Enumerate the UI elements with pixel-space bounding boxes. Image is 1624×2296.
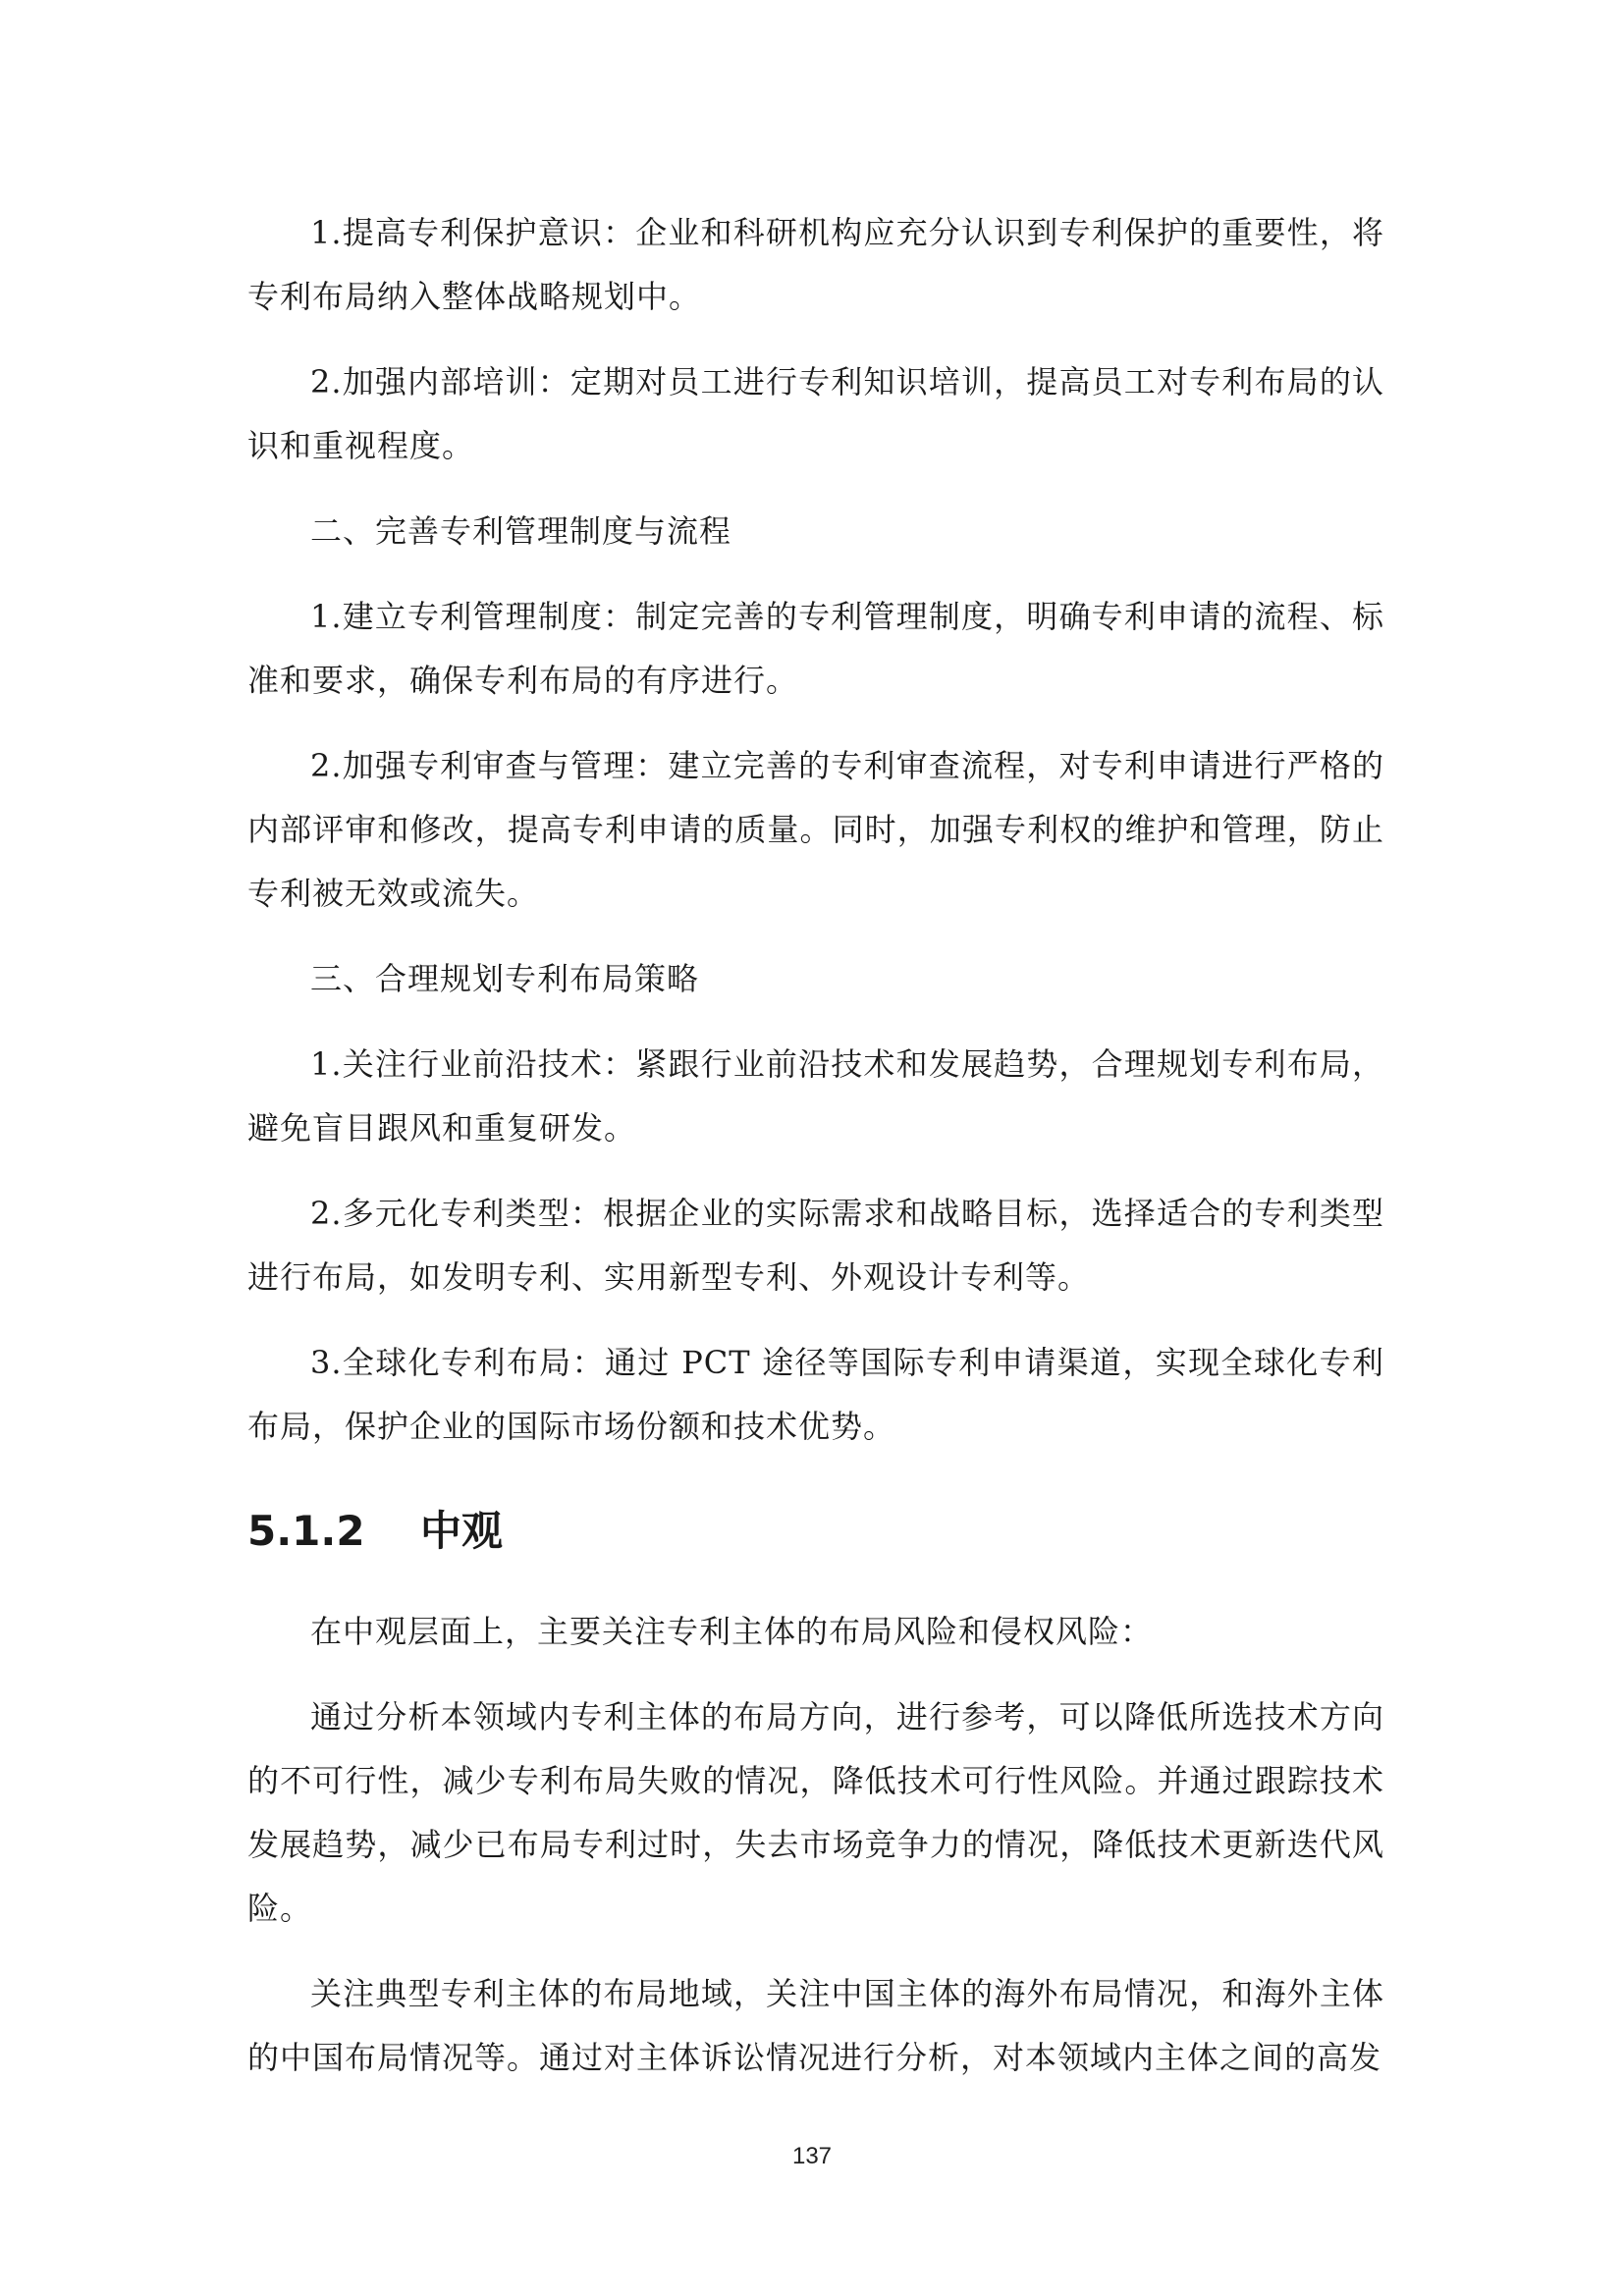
paragraph-frontier-tech: 1.关注行业前沿技术：紧跟行业前沿技术和发展趋势，合理规划专利布局，避免盲目跟风和重复研发。 (247, 1045, 1384, 1147)
subsection-heading (247, 1504, 1384, 1559)
paragraph-global-layout: 3.全球化专利布局：通过 PCT 途径等国际专利申请渠道，实现全球化专利布局，保护企业的国际市场份额和技术优势。 (247, 1344, 1384, 1445)
paragraph-meso-regions: 关注典型专利主体的布局地域，关注中国主体的海外布局情况，和海外主体的中国布局情况等。通过对主体诉讼情况进行分析，对本领域内主体之间的高发 (247, 1975, 1384, 2076)
paragraph-meso-intro: 在中观层面上，主要关注专利主体的布局风险和侵权风险： (310, 1613, 1154, 1650)
subsection-number: 5.1.2 (247, 1507, 365, 1555)
page-number: 137 (791, 2143, 833, 2169)
section-heading-management: 二、完善专利管理制度与流程 (310, 512, 732, 550)
paragraph-improve-awareness: 1.提高专利保护意识：企业和科研机构应充分认识到专利保护的重要性，将专利布局纳入整体战略规划中。 (247, 214, 1384, 315)
page-content (247, 201, 1384, 2090)
paragraph-meso-analysis: 通过分析本领域内专利主体的布局方向，进行参考，可以降低所选技术方向的不可行性，减少专利布局失败的情况，降低技术可行性风险。并通过跟踪技术发展趋势，减少已布局专利过时，失去市场竞争力的情况，降低技术更新迭代风险。 (247, 1698, 1384, 1927)
subsection-title: 中观 (420, 1507, 504, 1555)
paragraph-internal-training: 2.加强内部培训：定期对员工进行专利知识培训，提高员工对专利布局的认识和重视程度。 (247, 363, 1384, 464)
paragraph-review-management: 2.加强专利审查与管理：建立完善的专利审查流程，对专利申请进行严格的内部评审和修改，提高专利申请的质量。同时，加强专利权的维护和管理，防止专利被无效或流失。 (247, 747, 1384, 912)
paragraph-management-system: 1.建立专利管理制度：制定完善的专利管理制度，明确专利申请的流程、标准和要求，确保专利布局的有序进行。 (247, 598, 1384, 699)
section-heading-strategy: 三、合理规划专利布局策略 (310, 960, 700, 997)
paragraph-diversified-types: 2.多元化专利类型：根据企业的实际需求和战略目标，选择适合的专利类型进行布局，如发明专利、实用新型专利、外观设计专利等。 (247, 1195, 1384, 1296)
